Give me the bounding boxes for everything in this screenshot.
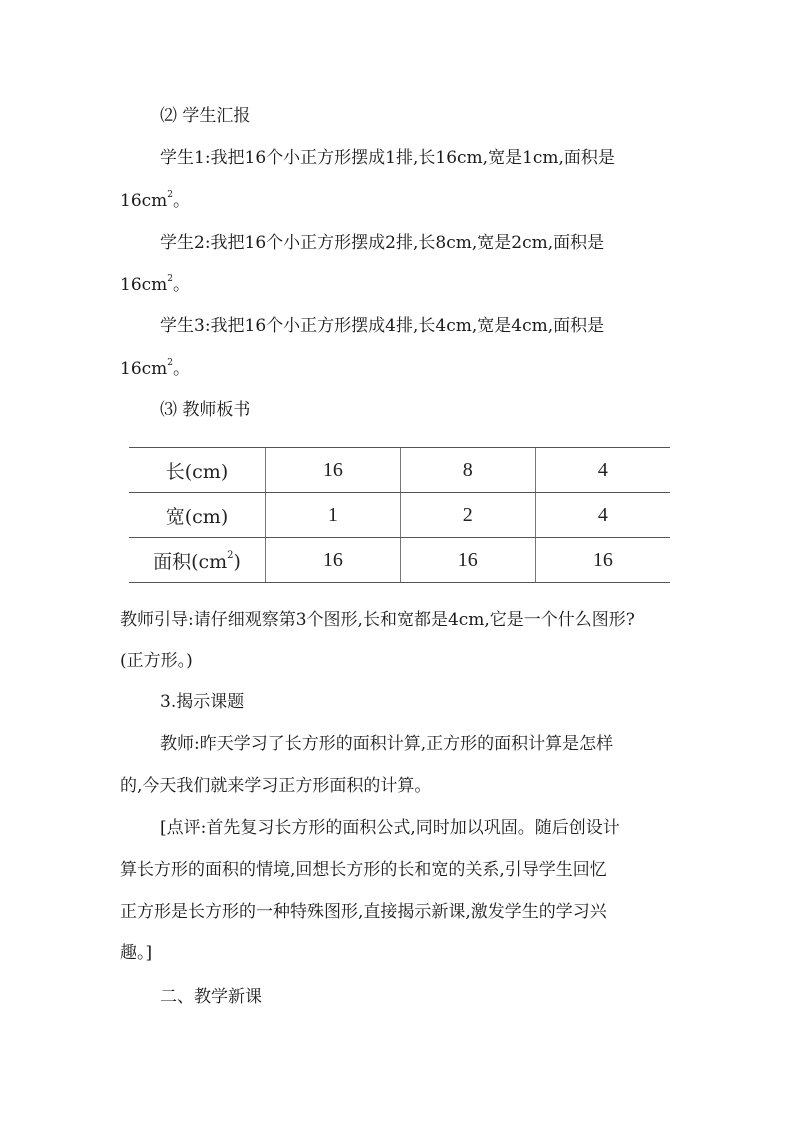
table-cell: 16 <box>400 538 535 583</box>
row-label-width: 宽(cm) <box>129 493 266 538</box>
student1-line2: $16cm^2$。 <box>120 190 191 211</box>
student2-line1: 学生2:我把16个小正方形摆成2排,长8cm,宽是2cm,面积是 <box>160 233 605 253</box>
row-label-area: 面积$(cm^2)$ <box>129 538 266 583</box>
board-table <box>129 447 670 583</box>
student2-line2: $16cm^2$。 <box>120 274 191 295</box>
table-cell: 16 <box>266 538 401 583</box>
teacher-text-line1: 教师:昨天学习了长方形的面积计算,正方形的面积计算是怎样 <box>160 734 614 754</box>
table-cell: 1 <box>266 493 401 538</box>
teacher-text-line2: 的,今天我们就来学习正方形面积的计算。 <box>120 776 432 796</box>
student1-line1: 学生1:我把16个小正方形摆成1排,长16cm,宽是1cm,面积是 <box>160 148 615 168</box>
comment-line4: 趣。] <box>120 943 153 963</box>
table-cell: 4 <box>535 448 670 493</box>
student3-line1: 学生3:我把16个小正方形摆成4排,长4cm,宽是4cm,面积是 <box>160 316 605 336</box>
teacher-guide-line2: (正方形。) <box>120 651 193 671</box>
section-new-lesson: 二、教学新课 <box>160 987 262 1007</box>
teacher-guide-line1: 教师引导:请仔细观察第3个图形,长和宽都是4cm,它是一个什么图形? <box>120 610 635 630</box>
table-cell: 16 <box>266 448 401 493</box>
table-row-length <box>129 448 670 493</box>
comment-line1: [点评:首先复习长方形的面积公式,同时加以巩固。随后创设计 <box>160 818 620 838</box>
table-cell: 2 <box>400 493 535 538</box>
table-cell: 8 <box>400 448 535 493</box>
section-board: ⑶ 教师板书 <box>160 400 251 420</box>
student3-line2: $16cm^2$。 <box>120 358 191 379</box>
table-cell: 4 <box>535 493 670 538</box>
section-reveal: 3.揭示课题 <box>160 692 245 712</box>
comment-line3: 正方形是长方形的一种特殊图形,直接揭示新课,激发学生的学习兴 <box>120 902 607 922</box>
table-cell: 16 <box>535 538 670 583</box>
table-row-width <box>129 493 670 538</box>
comment-line2: 算长方形的面积的情境,回想长方形的长和宽的关系,引导学生回忆 <box>120 860 607 880</box>
section-student-report: ⑵ 学生汇报 <box>160 106 251 126</box>
table-row-area <box>129 538 670 583</box>
row-label-length: 长(cm) <box>129 448 266 493</box>
